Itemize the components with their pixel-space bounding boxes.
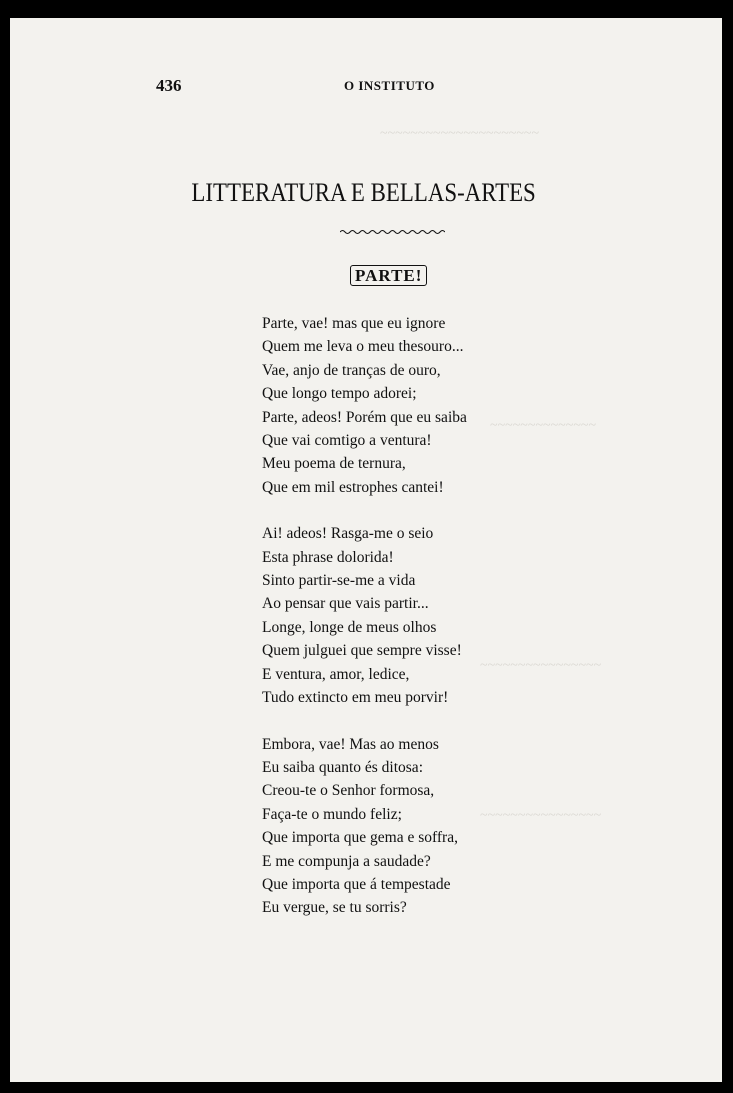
- poem-line: Quem me leva o meu thesouro...: [262, 338, 464, 356]
- poem-line: Esta phrase dolorida!: [262, 548, 394, 566]
- poem-line: Que em mil estrophes cantei!: [262, 478, 444, 496]
- stanza: [262, 522, 467, 709]
- poem-line: Parte, vae! mas que eu ignore: [262, 315, 446, 332]
- poem-line: E me compunja a saudade?: [262, 852, 431, 870]
- poem-line: Que vai comtigo a ventura!: [262, 432, 432, 450]
- poem-line: Quem julguei que sempre visse!: [262, 642, 462, 660]
- poem-line: E ventura, amor, ledice,: [262, 665, 410, 683]
- poem-line: Ai! adeos! Rasga-me o seio: [262, 525, 434, 543]
- poem-line: Que importa que á tempestade: [262, 875, 451, 893]
- poem: [262, 312, 467, 920]
- running-head: O INSTITUTO: [344, 78, 435, 93]
- section-title: LITTERATURA E BELLAS-ARTES: [191, 178, 536, 207]
- poem-line: Longe, longe de meus olhos: [262, 618, 437, 636]
- stanza-gap: [262, 710, 467, 733]
- page-number: 436: [156, 76, 182, 95]
- poem-line: Que longo tempo adorei;: [262, 385, 417, 403]
- poem-line: Vae, anjo de tranças de ouro,: [262, 361, 441, 379]
- stanza: [262, 312, 467, 499]
- poem-line: Faça-te o mundo feliz;: [262, 805, 402, 823]
- poem-line: Parte, adeos! Porém que eu saiba: [262, 408, 467, 426]
- poem-line: Embora, vae! Mas ao menos: [262, 735, 439, 753]
- poem-line: Eu saiba quanto és ditosa:: [262, 758, 423, 776]
- decorative-wave-rule: [340, 229, 445, 235]
- page-header: [156, 76, 676, 96]
- poem-line: Que importa que gema e soffra,: [262, 829, 458, 847]
- stanza-gap: [262, 499, 467, 522]
- poem-title: PARTE!: [350, 265, 427, 286]
- poem-line: Creou-te o Senhor formosa,: [262, 782, 435, 800]
- book-page: ~~~~~~~~~~~~~~~~~~~~~ ~~~~~~~~~~~~~~ ~~~~~~~~~~~~~~~~ ~~~~~~~~~~~~~~~~ 436 O INSTITUTO LITTERATURA E BELLAS-ARTES PARTE! Parte, vae! mas que eu ignore Quem me leva o meu thesouro... Vae, anjo de tranças de ouro, Que longo tempo adorei; Parte, adeos! Porém que eu saiba Que vai comtigo a ventura! Meu poema de ternura, Que em mil estrophes cantei! Ai! adeos! Rasga-me o seio Esta phrase dolorida! Sinto partir-se-me a vida Ao pensar que vais partir... Longe, longe de meus olhos Quem julguei que sempre visse! E ventura, amor, ledice, Tudo extincto em meu porvir! Embora, vae! Mas ao menos Eu saiba quanto és ditosa: Creou-te o Senhor formosa, Faça-te o mundo feliz; Que importa que gema e soffra, E me compunja a saudade? Que importa que á tempestade Eu vergue, se tu sorris?: [10, 18, 722, 1082]
- poem-line: Tudo extincto em meu porvir!: [262, 689, 449, 707]
- stanza: [262, 733, 467, 920]
- poem-line: Meu poema de ternura,: [262, 455, 406, 473]
- poem-line: Sinto partir-se-me a vida: [262, 572, 416, 590]
- poem-line: Ao pensar que vais partir...: [262, 595, 429, 613]
- poem-line: Eu vergue, se tu sorris?: [262, 899, 407, 917]
